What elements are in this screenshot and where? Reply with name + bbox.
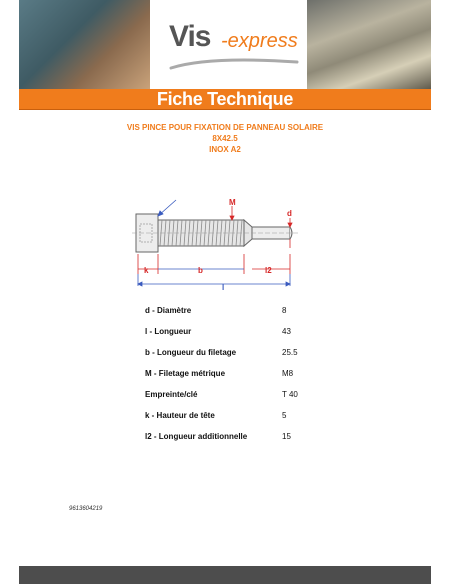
label-l2: l2 (265, 266, 272, 275)
footer-bar (19, 566, 431, 584)
logo-accent-text: -express (221, 30, 298, 52)
product-name: VIS PINCE POUR FIXATION DE PANNEAU SOLAIRE (126, 123, 324, 132)
tools-photo (19, 0, 150, 89)
logo-main-text: Vis (169, 20, 211, 53)
screw-diagram (132, 196, 302, 296)
label-d: d (287, 209, 292, 218)
spec-label: k - Hauteur de tête (145, 411, 215, 420)
brand-logo (169, 20, 309, 70)
label-b: b (198, 266, 203, 275)
spec-label: d - Diamètre (145, 306, 192, 315)
product-size: 8X42.5 (212, 134, 238, 143)
spec-value: 15 (282, 432, 291, 441)
spec-value: M8 (282, 369, 294, 378)
title-bar (19, 89, 431, 110)
reference-number: 9613604219 (69, 506, 103, 512)
page-title: Fiche Technique (156, 89, 294, 109)
spec-label: l - Longueur (145, 327, 192, 336)
spec-value: 43 (282, 327, 291, 336)
spec-label: b - Longueur du filetage (145, 348, 237, 357)
label-l: l (222, 283, 225, 292)
logo-swoosh-icon (169, 58, 299, 70)
product-material: INOX A2 (209, 145, 241, 154)
label-M: M (229, 198, 236, 207)
spec-value: 25.5 (282, 348, 298, 357)
header-banner (19, 0, 431, 89)
spec-label: M - Filetage métrique (145, 369, 226, 378)
spec-label: l2 - Longueur additionnelle (145, 432, 248, 441)
spec-value: 8 (282, 306, 287, 315)
screws-photo (307, 0, 431, 89)
spec-value: 5 (282, 411, 287, 420)
label-k: k (144, 266, 149, 275)
spec-label: Empreinte/clé (145, 390, 198, 399)
spec-value: T 40 (282, 390, 298, 399)
screw-pin (252, 227, 290, 239)
